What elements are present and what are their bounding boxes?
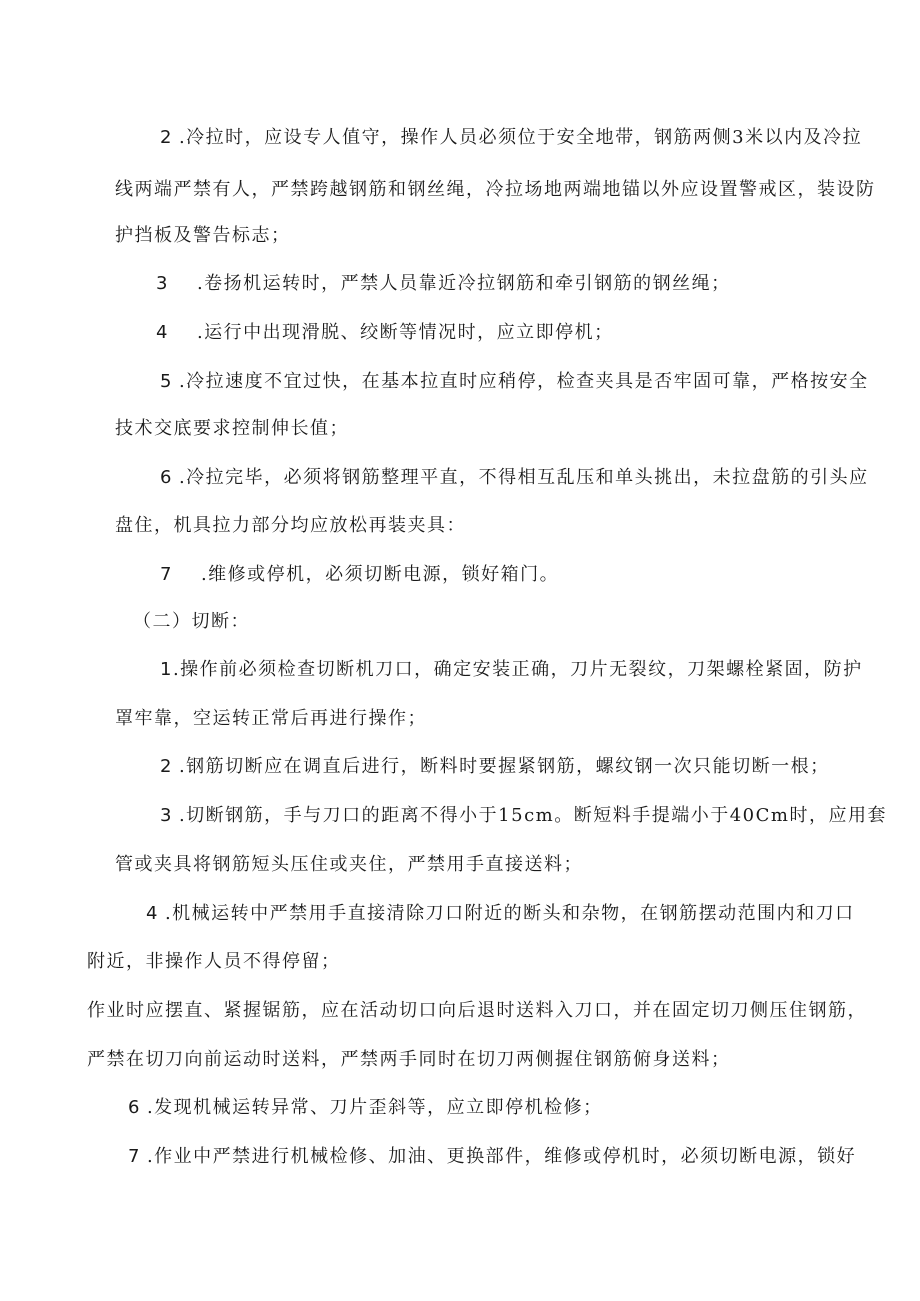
- line-text: .运行中出现滑脱、绞断等情况时，应立即停机；: [196, 322, 614, 343]
- line-text: 附近，非操作人员不得停留；: [87, 951, 341, 972]
- line-text: 盘住，机具拉力部分均应放松再装夹具：: [115, 515, 466, 536]
- paragraph-line: [156, 321, 614, 345]
- item-number: 7: [160, 564, 173, 585]
- line-text: 技术交底要求控制伸长值；: [115, 418, 349, 439]
- line-text: .操作前必须检查切断机刀口，确定安装正确，刀片无裂纹，刀架螺栓紧固，防护: [172, 659, 863, 680]
- line-text: .作业中严禁进行机械检修、加油、更换部件，维修或停机时，必须切断电源，锁好: [146, 1146, 857, 1167]
- line-text: 罩牢靠，空运转正常后再进行操作；: [115, 708, 427, 729]
- line-text: .发现机械运转异常、刀片歪斜等，应立即停机检修；: [146, 1097, 603, 1118]
- line-text: 线两端严禁有人，严禁跨越钢筋和钢丝绳，冷拉场地两端地锚以外应设置警戒区，装设防: [115, 179, 876, 200]
- line-text: .卷扬机运转时，严禁人员靠近冷拉钢筋和牵引钢筋的钢丝绳；: [196, 273, 731, 294]
- paragraph-line: [115, 224, 291, 248]
- paragraph-line: [160, 466, 869, 490]
- paragraph-line: [160, 804, 887, 828]
- section-heading: [133, 610, 250, 634]
- paragraph-line: [87, 1048, 731, 1072]
- item-number: 6: [128, 1097, 141, 1118]
- paragraph-line: [115, 707, 427, 731]
- line-text: .冷拉时，应设专人值守，操作人员必须位于安全地带，钢筋两侧3米以内及冷拉: [178, 127, 863, 148]
- item-number: 2: [160, 756, 173, 777]
- line-text: .机械运转中严禁用手直接清除刀口附近的断头和杂物，在钢筋摆动范围内和刀口: [164, 903, 855, 924]
- paragraph-line: [160, 370, 869, 394]
- paragraph-line: [87, 999, 867, 1023]
- paragraph-line: [128, 1096, 603, 1120]
- paragraph-line: [160, 563, 559, 587]
- item-number: 3: [156, 273, 169, 294]
- paragraph-line: [160, 126, 862, 150]
- item-number: 3: [160, 805, 173, 826]
- paragraph-line: [156, 272, 731, 296]
- paragraph-line: [115, 514, 466, 538]
- item-number: 2: [160, 127, 173, 148]
- line-text: （二）切断：: [133, 611, 250, 632]
- item-number: 6: [160, 467, 173, 488]
- item-number: 5: [160, 371, 173, 392]
- item-number: 4: [146, 903, 159, 924]
- line-text: 护挡板及警告标志；: [115, 225, 291, 246]
- paragraph-line: [115, 417, 349, 441]
- line-text: .冷拉速度不宜过快，在基本拉直时应稍停，检查夹具是否牢固可靠，严格按安全: [178, 371, 869, 392]
- paragraph-line: [146, 902, 855, 926]
- line-text: .钢筋切断应在调直后进行，断料时要握紧钢筋，螺纹钢一次只能切断一根；: [178, 756, 830, 777]
- line-text: 管或夹具将钢筋短头压住或夹住，严禁用手直接送料；: [115, 854, 583, 875]
- paragraph-line: [128, 1145, 856, 1169]
- line-text: .维修或停机，必须切断电源，锁好箱门。: [200, 564, 560, 585]
- line-text: 作业时应摆直、紧握锯筋，应在活动切口向后退时送料入刀口，并在固定切刀侧压住钢筋，: [87, 1000, 867, 1021]
- paragraph-line: [160, 658, 863, 682]
- line-text: .冷拉完毕，必须将钢筋整理平直，不得相互乱压和单头挑出，未拉盘筋的引头应: [178, 467, 869, 488]
- item-number: 4: [156, 322, 169, 343]
- paragraph-line: [115, 178, 876, 202]
- paragraph-line: [160, 755, 830, 779]
- paragraph-line: [115, 853, 583, 877]
- line-text: .切断钢筋，手与刀口的距离不得小于15cm。断短料手提端小于40Cm时，应用套: [178, 805, 887, 826]
- item-number: 1: [160, 659, 173, 680]
- item-number: 7: [128, 1146, 141, 1167]
- paragraph-line: [87, 950, 341, 974]
- line-text: 严禁在切刀向前运动时送料，严禁两手同时在切刀两侧握住钢筋俯身送料；: [87, 1049, 731, 1070]
